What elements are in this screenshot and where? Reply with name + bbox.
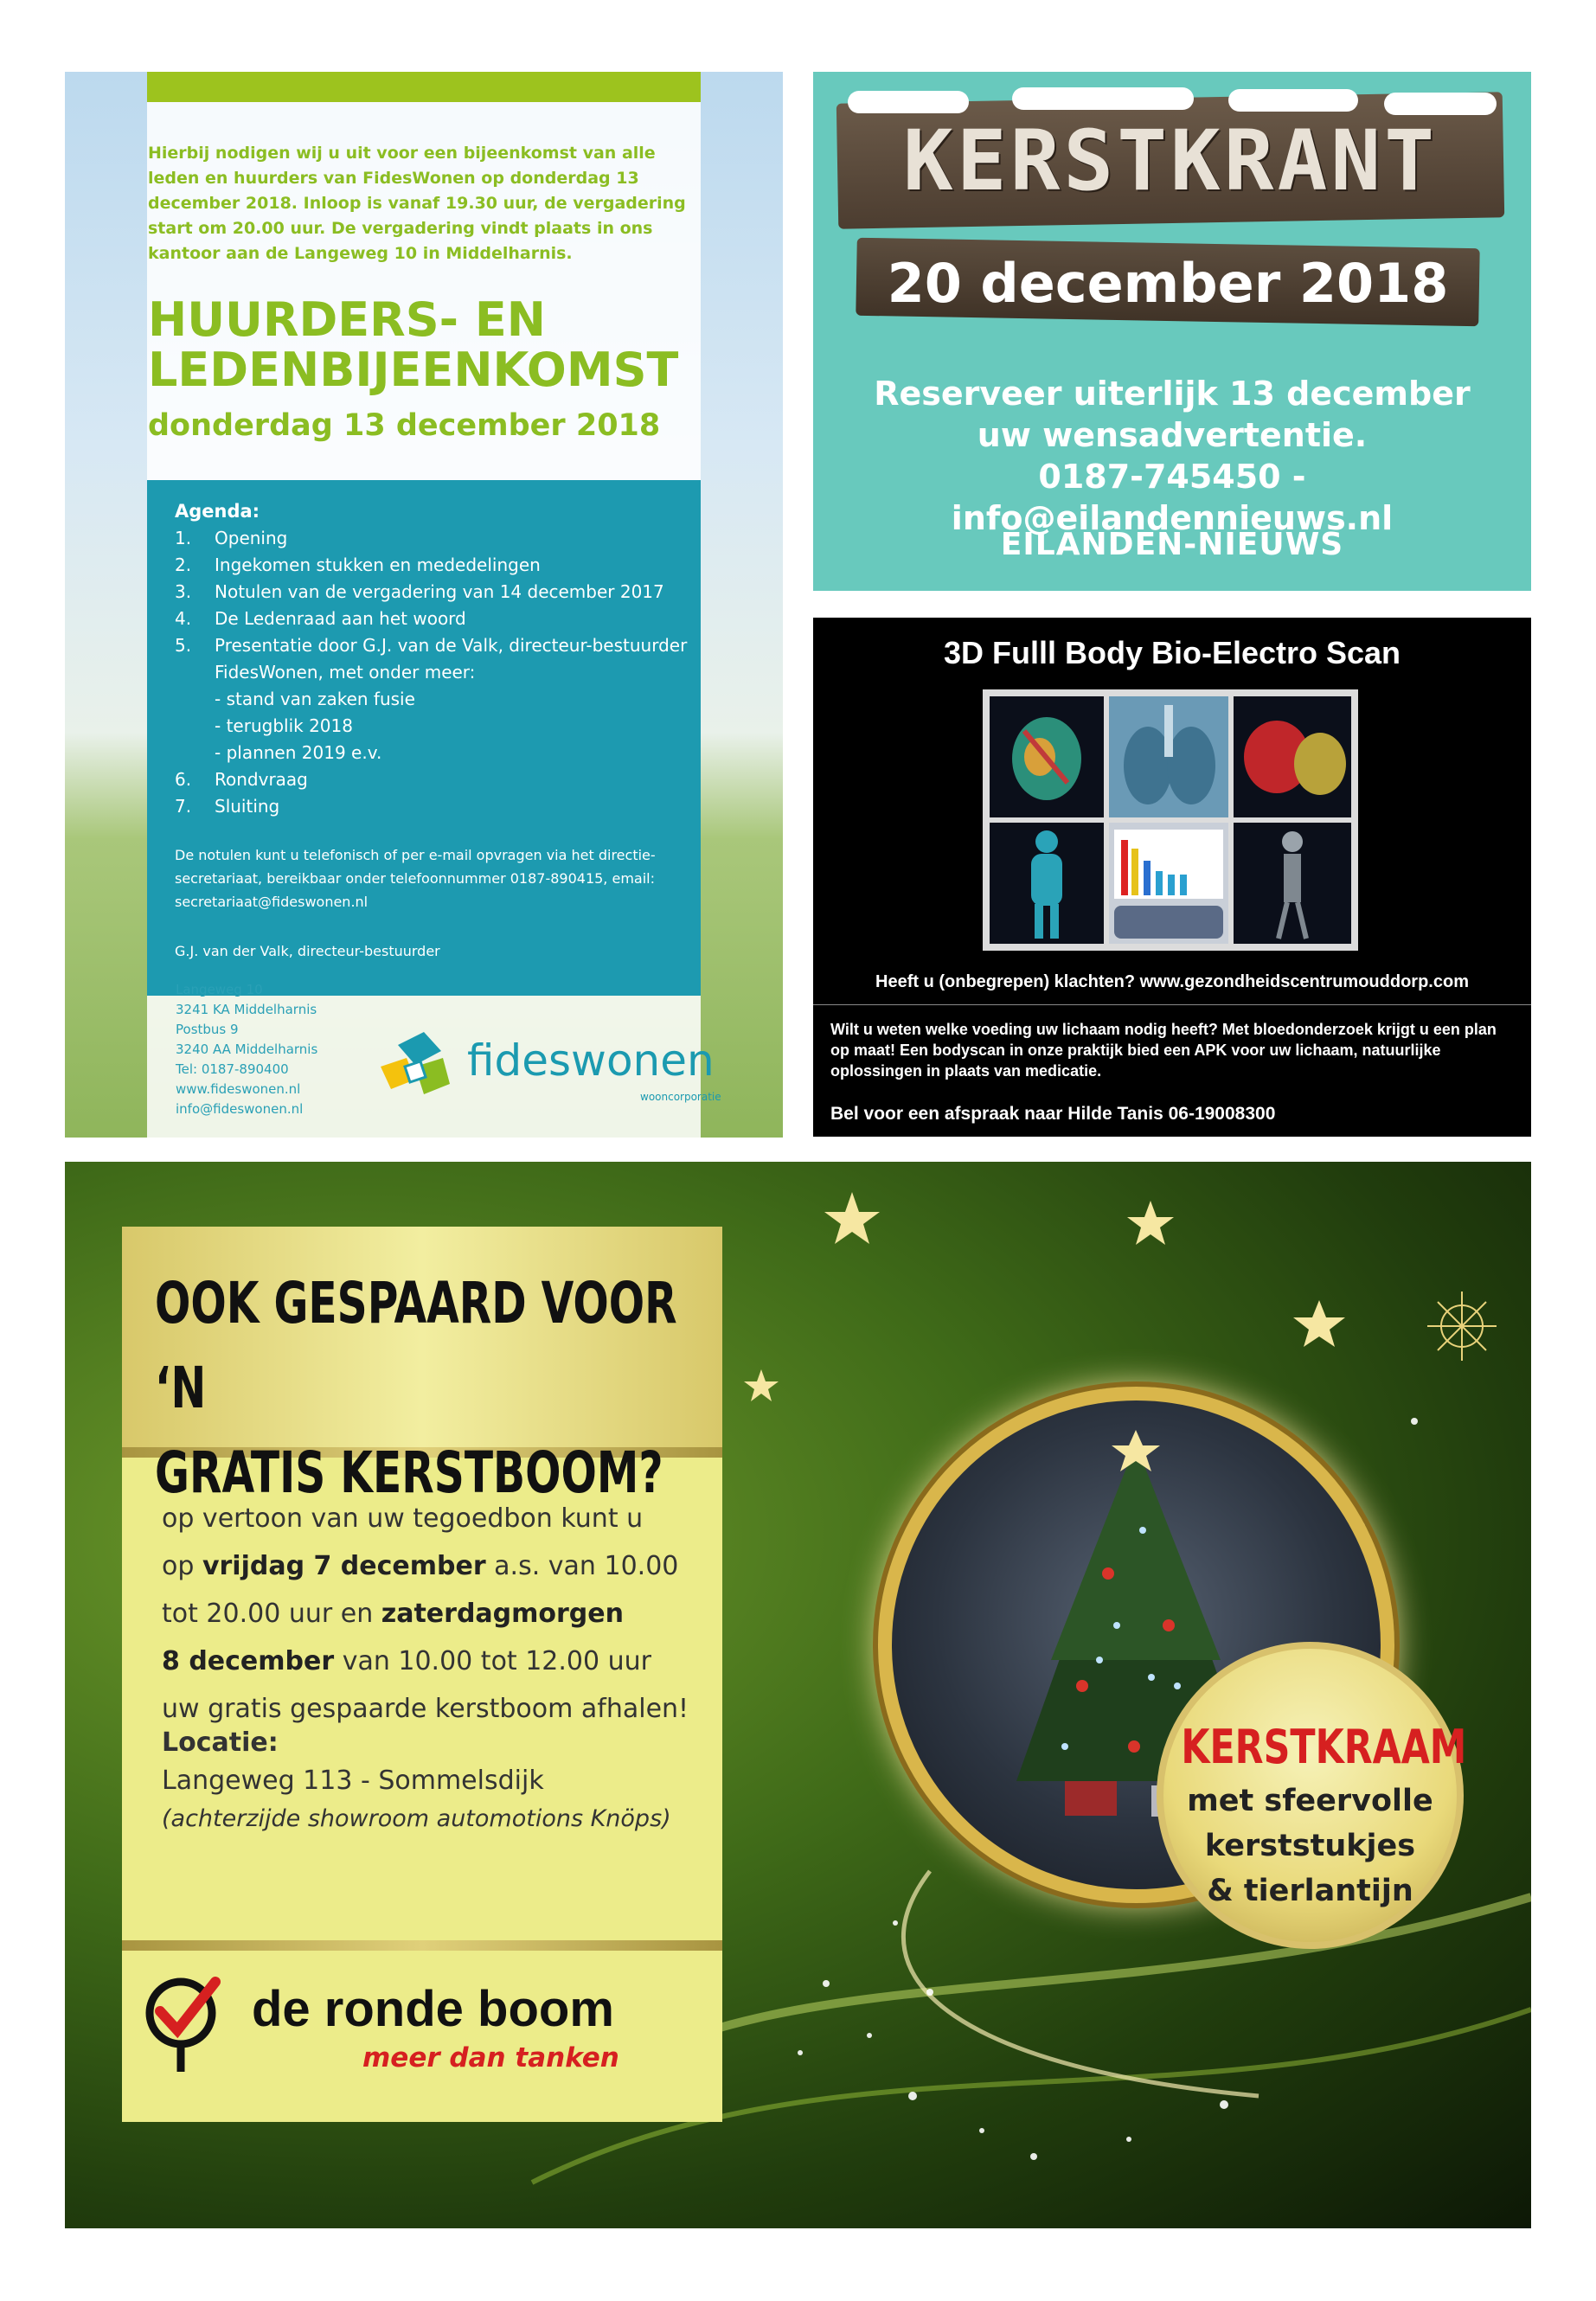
logo-wordmark: fideswonen [467, 1035, 715, 1086]
body-scan-icon [990, 823, 1104, 944]
agenda-list [175, 525, 694, 820]
address-line: Postbus 9 [176, 1022, 239, 1037]
kerstkrant-advertisement [813, 72, 1531, 591]
scan-image-chart [1109, 823, 1228, 944]
body-line: tot 20.00 uur en zaterdagmorgen [162, 1599, 624, 1629]
appointment-line: Bel voor een afspraak naar Hilde Tanis 06-19008300 [830, 1104, 1276, 1124]
badge-text [1163, 1779, 1457, 1913]
agenda-box [147, 480, 701, 996]
scan-image-heart [990, 696, 1104, 817]
bio-scan-title: 3D Fulll Body Bio-Electro Scan [943, 635, 1401, 670]
offer-panel [122, 1227, 722, 2122]
agenda-item: 6. Rondvraag [175, 769, 308, 790]
green-top-bar [147, 72, 701, 102]
reservation-line1: Reserveer uiterlijk 13 december [874, 375, 1471, 413]
phone-line: Tel: 0187-890400 [176, 1061, 289, 1077]
badge-line: kerststukjes [1204, 1829, 1416, 1863]
fideswonen-advertisement [65, 72, 783, 1138]
badge-line: & tierlantijn [1207, 1874, 1413, 1908]
bar-chart-icon [1109, 823, 1228, 944]
address-line: 3241 KA Middelharnis [176, 1002, 317, 1017]
scan-image-lungs [1109, 696, 1228, 817]
lungs-scan-icon [1109, 696, 1228, 817]
agenda-item: 2. Ingekomen stukken en mededelingen [175, 554, 541, 575]
body-line: uw gratis gespaarde kerstboom afhalen! [162, 1694, 689, 1724]
fideswonen-logo [381, 1032, 721, 1110]
ronde-boom-advertisement [65, 1162, 1531, 2228]
location-block [162, 1724, 671, 1838]
agenda-item: 4. De Ledenraad aan het woord [175, 608, 466, 629]
agenda-item: 7. Sluiting [175, 796, 280, 817]
address-line: 3240 AA Middelharnis [176, 1042, 318, 1057]
reservation-text [813, 373, 1531, 539]
heart-scan-icon [990, 696, 1104, 817]
badge-line: met sfeervolle [1187, 1784, 1433, 1818]
badge-title: KERSTKRAAM [1181, 1720, 1467, 1774]
headline-line1: OOK GESPAARD VOOR ‘N [155, 1270, 677, 1421]
snow-cap [1012, 87, 1194, 110]
contact-line: 0187-745450 - info@eilandennieuws.nl [951, 458, 1394, 537]
kerstkrant-title: KERSTKRANT [903, 112, 1438, 209]
signature: G.J. van der Valk, directeur-bestuurder [175, 943, 440, 959]
meeting-title-line2: LEDENBIJEENKOMST [148, 343, 679, 397]
reservation-line2: uw wensadvertentie. [977, 416, 1368, 454]
meeting-title [148, 292, 702, 397]
agenda-heading: Agenda: [175, 501, 260, 522]
nutrition-text: Wilt u weten welke voeding uw lichaam nodig heeft? Met bloedonderzoek krijgt u een plan op maat! Een bodyscan in onze praktijk bied een APK voor uw lichaam, natuurlijke oplossingen in plaats van medicatie. [830, 1021, 1497, 1080]
organ-scan-icon [1234, 696, 1351, 817]
kerstkrant-date: 20 december 2018 [887, 252, 1449, 315]
eilanden-nieuws-logo: EILANDEN-NIEUWS [1000, 527, 1344, 562]
address-block [176, 980, 317, 1119]
website-link[interactable]: www.fideswonen.nl [176, 1081, 301, 1097]
agenda-subitem: - terugblik 2018 [215, 715, 353, 736]
agenda-subitem: - plannen 2019 e.v. [215, 742, 382, 763]
divider [813, 1004, 1531, 1005]
location-heading: Locatie: [162, 1727, 279, 1758]
headline-line2: GRATIS KERSTBOOM? [155, 1439, 663, 1506]
location-note: (achterzijde showroom automotions Knöps) [162, 1805, 671, 1832]
snow-cap [1228, 89, 1358, 112]
logo-subtitle: wooncorporatie [640, 1091, 721, 1103]
fideswonen-logo-icon [381, 1032, 458, 1101]
agenda-item: FidesWonen, met onder meer: [215, 662, 476, 683]
snow-cap [848, 91, 969, 113]
minutes-note: De notulen kunt u telefonisch of per e-mail opvragen via het directie-secretariaat, bereikbaar onder telefoonnummer 0187-890415, email: secretariaat@fideswonen.nl [175, 847, 656, 910]
ronde-boom-logo [139, 1966, 702, 2087]
address-line: Langeweg 10 [176, 982, 263, 997]
checkmark-pin-icon [139, 1970, 226, 2073]
offer-body [162, 1495, 715, 1733]
body-line: op vertoon van uw tegoedbon kunt u [162, 1503, 644, 1534]
meeting-date: donderdag 13 december 2018 [148, 408, 661, 443]
scan-image-organ [1234, 696, 1351, 817]
body-line: 8 december van 10.00 tot 12.00 uur [162, 1646, 651, 1676]
offer-headline [155, 1261, 708, 1516]
scan-image-skeleton [1234, 823, 1351, 944]
logo-slogan: meer dan tanken [362, 2042, 619, 2073]
scan-image-body [990, 823, 1104, 944]
agenda-item: 3. Notulen van de vergadering van 14 december 2017 [175, 581, 664, 602]
meeting-title-line1: HUURDERS- EN [148, 292, 546, 347]
invitation-text: Hierbij nodigen wij u uit voor een bijeenkomst van alle leden en huurders van FidesWonen op donderdag 13 december 2018. Inloop is vanaf 19.30 uur, de vergadering start om 20.00 uur. De vergadering vindt plaats in ons kantoor aan de Langeweg 10 in Middelharnis. [148, 144, 686, 263]
body-line: op vrijdag 7 december a.s. van 10.00 [162, 1551, 679, 1581]
scan-image-grid [983, 689, 1358, 951]
agenda-item: 1. Opening [175, 528, 288, 548]
skeleton-scan-icon [1234, 823, 1351, 944]
logo-wordmark: de ronde boom [252, 1981, 614, 2037]
email-link[interactable]: info@fideswonen.nl [176, 1101, 304, 1117]
complaints-line: Heeft u (onbegrepen) klachten? www.gezondheidscentrumouddorp.com [875, 972, 1469, 991]
kerstkraam-badge [1157, 1642, 1467, 1949]
location-address: Langeweg 113 - Sommelsdijk [162, 1766, 544, 1796]
agenda-subitem: - stand van zaken fusie [215, 689, 415, 709]
bio-scan-advertisement [813, 618, 1531, 1137]
gold-divider [122, 1940, 722, 1951]
agenda-item: 5. Presentatie door G.J. van de Valk, directeur-bestuurder [175, 635, 688, 656]
